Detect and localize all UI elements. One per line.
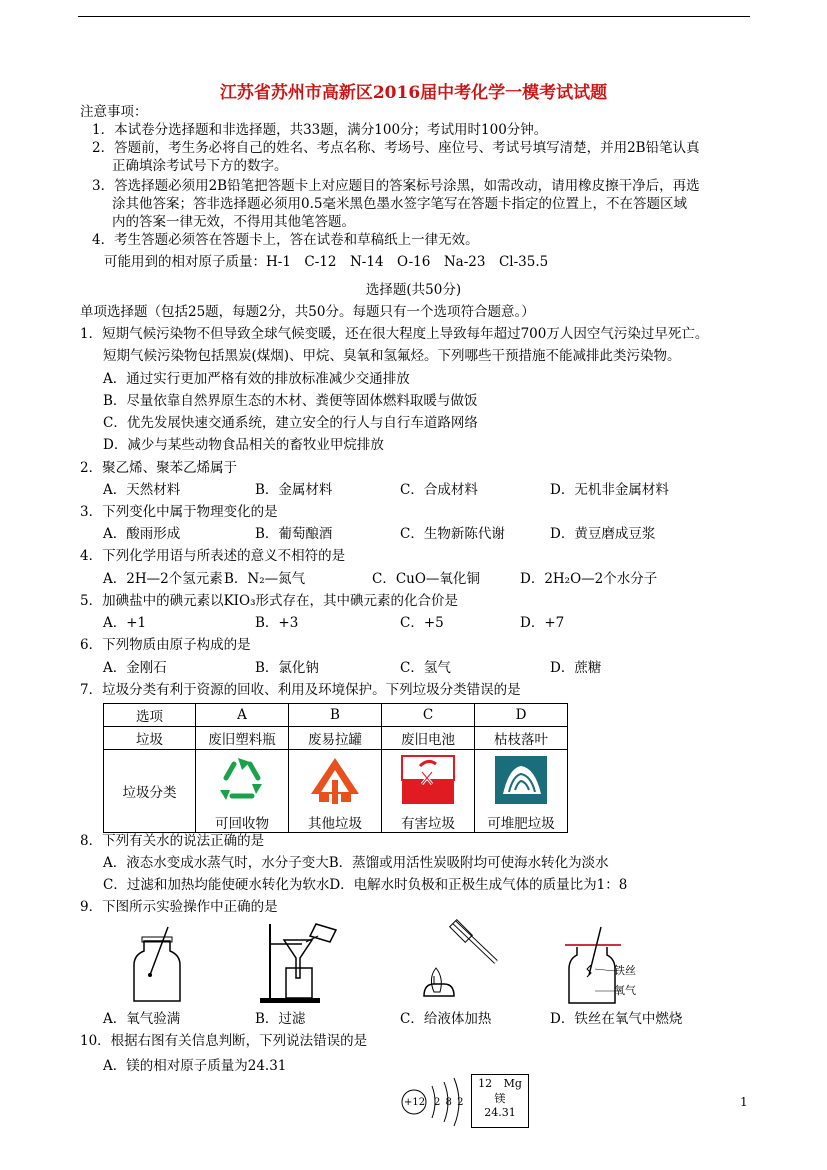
- label-iron-wire: 铁丝: [614, 964, 636, 977]
- atomic-masses: 可能用到的相对原子质量：H-1 C-12 N-14 O-16 Na-23 Cl-35.5: [104, 254, 549, 270]
- mg-nucleus: +12: [404, 1097, 426, 1108]
- q3-stem: 3．下列变化中属于物理变化的是: [80, 504, 278, 520]
- q9-option-d: D．铁丝在氧气中燃烧: [550, 1011, 683, 1027]
- q9-option-a: A．氧气验满: [103, 1011, 181, 1027]
- table-cell: B: [289, 704, 382, 727]
- table-cell: C: [382, 704, 475, 727]
- other-waste-cell: [289, 750, 382, 833]
- table-cell: 选项: [104, 704, 196, 727]
- label-oxygen: 氧气: [614, 984, 636, 997]
- table-cell: 废易拉罐: [289, 727, 382, 750]
- q2-option-a: A．天然材料: [103, 482, 181, 498]
- table-cell: 废旧塑料瓶: [196, 727, 289, 750]
- q4-option-a: A．2H—2个氢元素: [103, 571, 223, 587]
- section-title: 选择题(共50分): [365, 282, 462, 298]
- q4-option-c: C．CuO—氧化铜: [372, 571, 480, 587]
- filtration-apparatus: [258, 920, 348, 1006]
- q6-stem: 6．下列物质由原子构成的是: [80, 637, 251, 653]
- mg-mass: 24.31: [484, 1106, 516, 1119]
- oxygen-test-apparatus: [128, 925, 188, 1005]
- q4-stem: 4．下列化学用语与所表述的意义不相符的是: [80, 548, 346, 564]
- note-item: 涂其他答案；答非选择题必须用0.5毫米黑色墨水签字笔写在答题卡指定的位置上，不在答题区域: [112, 196, 687, 212]
- compost-icon: [491, 754, 551, 806]
- q5-option-c: C．+5: [400, 615, 444, 631]
- table-cell: D: [475, 704, 568, 727]
- mg-element-card: [471, 1074, 529, 1128]
- table-cell: 枯枝落叶: [475, 727, 568, 750]
- note-item: 2．答题前，考生务必将自己的姓名、考点名称、考场号、座位号、考试号填写清楚，并用2B铅笔认真: [92, 140, 700, 156]
- q6-option-d: D．蔗糖: [550, 660, 602, 676]
- header-rule: [78, 16, 750, 17]
- q2-option-d: D．无机非金属材料: [550, 482, 669, 498]
- q3-option-a: A．酸雨形成: [103, 526, 181, 542]
- q5-option-a: A．+1: [103, 615, 147, 631]
- category-caption: 可堆肥垃圾: [487, 816, 555, 832]
- category-caption: 有害垃圾: [401, 816, 455, 832]
- q4-option-b: B．N₂—氮气: [224, 571, 306, 587]
- q1-option-d: D．减少与某些动物食品相关的畜牧业甲烷排放: [103, 437, 384, 453]
- mg-shells: 2 8 2: [434, 1097, 465, 1108]
- note-item: 正确填涂考试号下方的数字。: [112, 158, 288, 174]
- q9-option-b: B．过滤: [255, 1011, 306, 1027]
- category-caption: 可回收物: [215, 816, 269, 832]
- q7-stem: 7．垃圾分类有利于资源的回收、利用及环境保护。下列垃圾分类错误的是: [80, 682, 521, 698]
- heating-apparatus: [420, 918, 500, 1008]
- q8-stem: 8．下列有关水的说法正确的是: [80, 833, 265, 849]
- section-intro: 单项选择题（包括25题，每题2分，共50分。每题只有一个选项符合题意。）: [80, 304, 535, 320]
- mg-atomic-number: 12: [478, 1077, 493, 1090]
- q10-option-a: A．镁的相对原子质量为24.31: [103, 1058, 287, 1074]
- page-title: 江苏省苏州市高新区2016届中考化学一模考试试题: [219, 83, 608, 103]
- recycle-icon: [212, 754, 272, 806]
- q5-option-d: D．+7: [520, 615, 565, 631]
- waste-sorting-table: [103, 703, 568, 833]
- q1-option-b: B．尽量依靠自然界原生态的木材、粪便等固体燃料取暖与做饭: [103, 393, 478, 409]
- q6-option-a: A．金刚石: [103, 660, 167, 676]
- q3-option-b: B．葡萄酿酒: [255, 526, 333, 542]
- category-caption: 其他垃圾: [308, 816, 362, 832]
- q8-options-cd: C．过滤和加热均能使硬水转化为软水D．电解水时负极和正极生成气体的质量比为1：8: [103, 877, 628, 893]
- note-item: 3．答选择题必须用2B铅笔把答题卡上对应题目的答案标号涂黑，如需改动，请用橡皮擦干净后，再选: [92, 178, 700, 194]
- q2-option-c: C．合成材料: [400, 482, 478, 498]
- mg-symbol: Mg: [503, 1077, 522, 1090]
- table-cell: 垃圾分类: [104, 750, 196, 833]
- q1-stem: 1．短期气候污染物不但导致全球气候变暖，还在很大程度上导致每年超过700万人因空气污染过早死亡。: [80, 326, 709, 342]
- q8-options-ab: A．液态水变成水蒸气时，水分子变大B．蒸馏或用活性炭吸附均可使海水转化为淡水: [103, 855, 609, 871]
- q10-stem: 10．根据右图有关信息判断，下列说法错误的是: [80, 1033, 368, 1049]
- other-waste-icon: [305, 754, 365, 806]
- hazardous-waste-icon: [398, 754, 458, 806]
- mg-name: 镁: [494, 1092, 506, 1105]
- hazardous-cell: [382, 750, 475, 833]
- q6-option-c: C．氢气: [400, 660, 451, 676]
- q3-option-d: D．黄豆磨成豆浆: [550, 526, 656, 542]
- q2-stem: 2．聚乙烯、聚苯乙烯属于: [80, 460, 238, 476]
- note-item: 内的答案一律无效，不得用其他笔答题。: [112, 214, 355, 230]
- notes-heading: 注意事项：: [80, 104, 148, 120]
- compost-cell: [475, 750, 568, 833]
- q2-option-b: B．金属材料: [255, 482, 333, 498]
- table-cell: 废旧电池: [382, 727, 475, 750]
- page-number: 1: [740, 1095, 748, 1109]
- q1-option-a: A．通过实行更加严格有效的排放标准减少交通排放: [103, 371, 410, 387]
- q1-option-c: C．优先发展快速交通系统，建立安全的行人与自行车道路网络: [103, 415, 478, 431]
- note-item: 1．本试卷分选择题和非选择题，共33题，满分100分；考试用时100分钟。: [92, 122, 548, 138]
- q9-stem: 9．下图所示实验操作中正确的是: [80, 899, 278, 915]
- recyclable-cell: [196, 750, 289, 833]
- q3-option-c: C．生物新陈代谢: [400, 526, 505, 542]
- note-item: 4．考生答题必须答在答题卡上，答在试卷和草稿纸上一律无效。: [92, 232, 479, 248]
- table-cell: A: [196, 704, 289, 727]
- q6-option-b: B．氯化钠: [255, 660, 319, 676]
- q4-option-d: D．2H₂O—2个水分子: [520, 571, 658, 587]
- table-cell: 垃圾: [104, 727, 196, 750]
- q9-option-c: C．给液体加热: [400, 1011, 492, 1027]
- q5-option-b: B．+3: [255, 615, 299, 631]
- q1-stem-cont: 短期气候污染物包括黑炭(煤烟)、甲烷、臭氧和氢氟烃。下列哪些干预措施不能减排此类污染物。: [103, 348, 681, 364]
- q5-stem: 5．加碘盐中的碘元素以KIO₃形式存在，其中碘元素的化合价是: [80, 593, 458, 609]
